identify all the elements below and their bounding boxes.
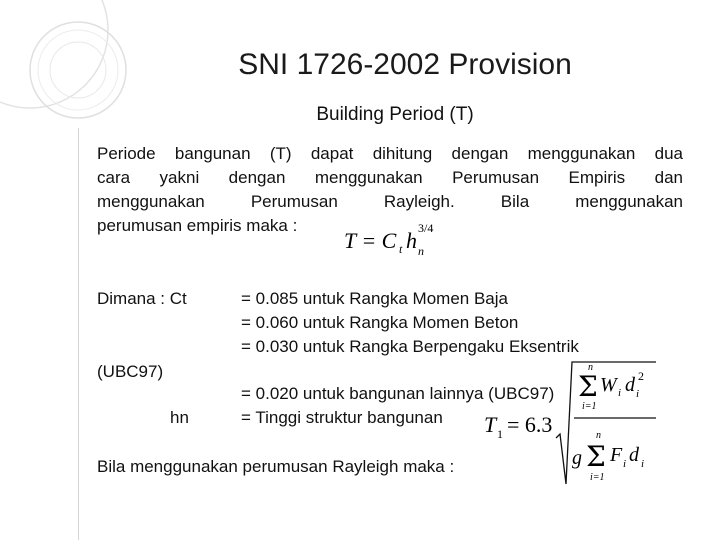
formula-exponent: 3/4 bbox=[418, 221, 434, 235]
paragraph-line: Periode bangunan (T) dapat dihitung dengan menggunakan dua bbox=[97, 144, 683, 163]
ct-label: Dimana : Ct bbox=[97, 289, 187, 308]
rayleigh-eq: = 6.3 bbox=[507, 412, 553, 437]
formula-sub-n: n bbox=[418, 244, 424, 258]
paragraph-line: menggunakan Perumusan Rayleigh. Bila menggunakan bbox=[97, 192, 683, 211]
hn-value: = Tinggi struktur bangunan bbox=[241, 408, 443, 427]
num-w-sub: i bbox=[618, 387, 622, 399]
den-g: g bbox=[572, 447, 582, 469]
formula-lhs: T = C bbox=[344, 228, 397, 253]
rayleigh-formula bbox=[480, 356, 660, 490]
num-sigma-icon: Σ bbox=[578, 370, 598, 403]
ct-value-other: = 0.020 untuk bangunan lainnya (UBC97) bbox=[241, 384, 555, 403]
den-sum-top: n bbox=[596, 430, 601, 441]
num-sum-top: n bbox=[588, 362, 593, 373]
ct-value-concrete: = 0.060 untuk Rangka Momen Beton bbox=[241, 313, 519, 332]
left-divider-line bbox=[78, 128, 79, 540]
num-sum-bottom: i=1 bbox=[582, 401, 597, 412]
num-d-sub: i bbox=[636, 388, 640, 400]
den-d-sub: i bbox=[641, 458, 645, 470]
num-w: W bbox=[600, 374, 617, 396]
slide-title: SNI 1726-2002 Provision bbox=[238, 48, 572, 81]
rayleigh-lhs-sub: 1 bbox=[497, 427, 503, 441]
ct-value-braced: = 0.030 untuk Rangka Berpengaku Eksentrik bbox=[241, 337, 579, 356]
ubc-label: (UBC97) bbox=[97, 362, 164, 381]
ct-value-steel: = 0.085 untuk Rangka Momen Baja bbox=[241, 289, 508, 308]
paragraph-line: cara yakni dengan menggunakan Perumusan Empiris dan bbox=[97, 168, 683, 187]
rayleigh-lhs: T bbox=[484, 412, 497, 437]
den-f: F bbox=[610, 444, 623, 466]
den-sum-bottom: i=1 bbox=[590, 472, 605, 483]
rayleigh-text: Bila menggunakan perumusan Rayleigh maka : bbox=[97, 457, 455, 476]
den-f-sub: i bbox=[623, 458, 627, 470]
empirical-formula bbox=[342, 216, 442, 260]
den-sigma-icon: Σ bbox=[586, 440, 606, 473]
formula-h: h bbox=[406, 228, 417, 253]
slide-subtitle: Building Period (T) bbox=[316, 104, 474, 125]
num-d: d bbox=[625, 374, 635, 396]
paragraph-line: perumusan empiris maka : bbox=[97, 216, 298, 235]
den-d: d bbox=[629, 444, 639, 466]
hn-label: hn bbox=[170, 408, 189, 427]
formula-sub-t: t bbox=[399, 242, 403, 256]
num-pow: 2 bbox=[638, 369, 644, 383]
